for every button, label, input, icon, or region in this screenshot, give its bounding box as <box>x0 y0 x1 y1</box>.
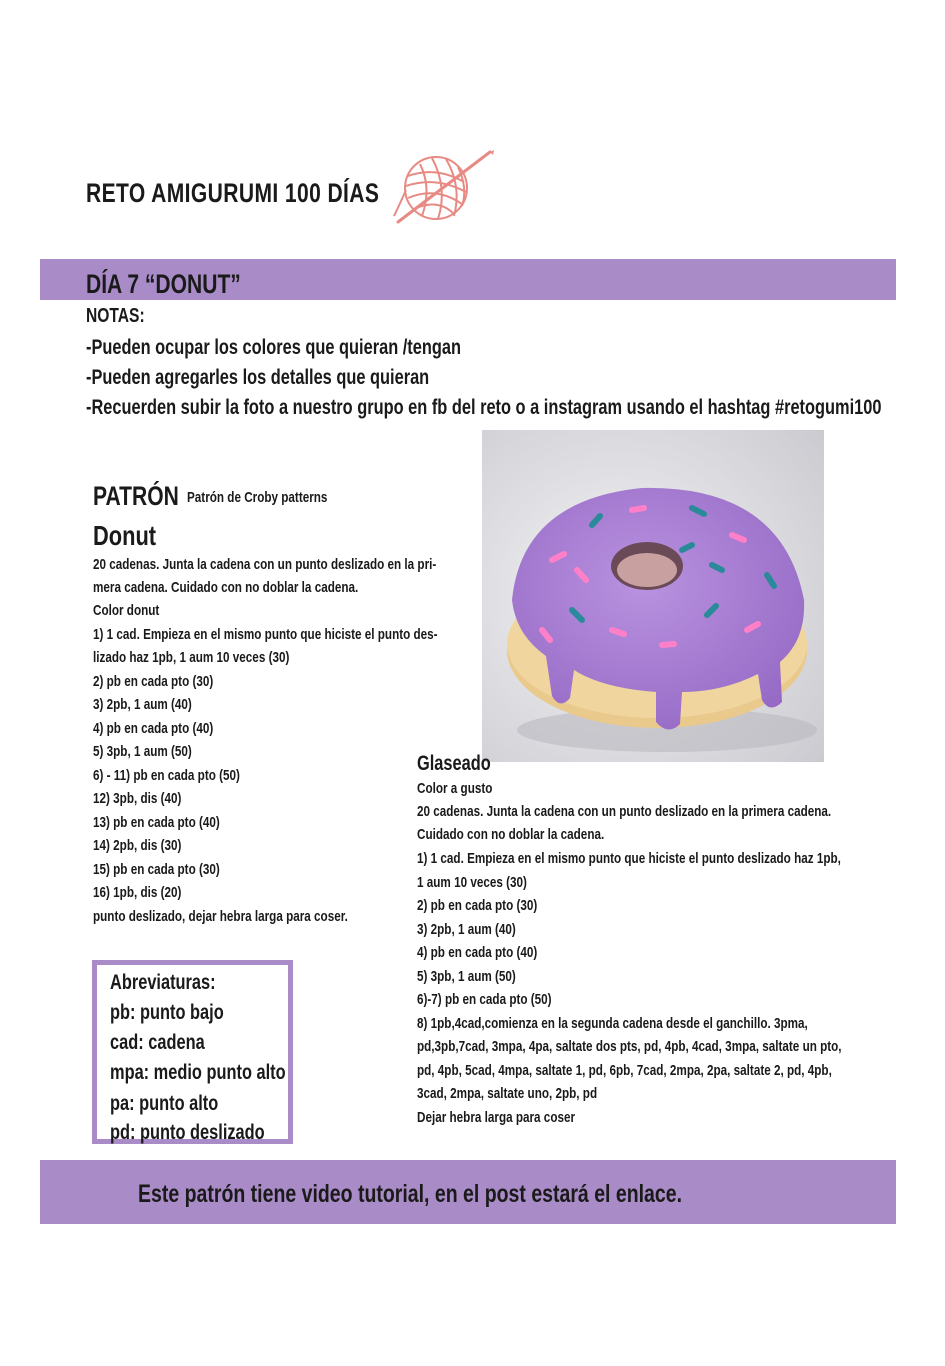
glaze-step: 5) 3pb, 1 aum (50) <box>417 968 516 985</box>
donut-step: 20 cadenas. Junta la cadena con un punto deslizado en la pri- <box>93 556 437 573</box>
glaze-heading: Glaseado <box>417 752 491 775</box>
glaze-step: Dejar hebra larga para coser <box>417 1109 576 1126</box>
donut-step: 5) 3pb, 1 aum (50) <box>93 743 192 760</box>
glaze-step: 3cad, 2mpa, saltate uno, 2pb, pd <box>417 1085 598 1102</box>
donut-step: 6) - 11) pb en cada pto (50) <box>93 767 240 784</box>
donut-step: 13) pb en cada pto (40) <box>93 814 220 831</box>
glaze-step: Cuidado con no doblar la cadena. <box>417 826 605 843</box>
glaze-step: 3) 2pb, 1 aum (40) <box>417 921 516 938</box>
page-title: RETO AMIGURUMI 100 DÍAS <box>86 178 380 208</box>
donut-step: punto deslizado, dejar hebra larga para coser. <box>93 908 348 925</box>
donut-step: Color donut <box>93 602 160 619</box>
note-item: -Pueden ocupar los colores que quieran /tengan <box>86 336 461 359</box>
note-item: -Pueden agregarles los detalles que quieran <box>86 366 430 389</box>
donut-step: 15) pb en cada pto (30) <box>93 861 220 878</box>
glaze-step: 8) 1pb,4cad,comienza en la segunda cadena desde el ganchillo. 3pma, <box>417 1015 808 1032</box>
footer-text: Este patrón tiene video tutorial, en el post estará el enlace. <box>138 1180 683 1208</box>
glaze-step: 1) 1 cad. Empieza en el mismo punto que hiciste el punto deslizado haz 1pb, <box>417 850 841 867</box>
abbreviations-title: Abreviaturas: <box>110 971 216 994</box>
abbreviation-item: pa: punto alto <box>110 1092 219 1115</box>
donut-step: mera cadena. Cuidado con no doblar la cadena. <box>93 579 359 596</box>
donut-step: 12) 3pb, dis (40) <box>93 790 182 807</box>
glaze-step: pd,3pb,7cad, 3mpa, 4pa, saltate dos pts, pd, 4pb, 4cad, 3mpa, saltate un pto, <box>417 1038 842 1055</box>
notes-label: NOTAS: <box>86 305 145 327</box>
abbreviation-item: pd: punto deslizado <box>110 1121 265 1144</box>
glaze-step: 1 aum 10 veces (30) <box>417 874 527 891</box>
glaze-step: 2) pb en cada pto (30) <box>417 897 538 914</box>
glaze-step: Color a gusto <box>417 780 493 797</box>
glaze-step: 20 cadenas. Junta la cadena con un punto deslizado en la primera cadena. <box>417 803 832 820</box>
donut-step: 16) 1pb, dis (20) <box>93 884 182 901</box>
abbreviation-item: mpa: medio punto alto <box>110 1061 286 1084</box>
pattern-credit: Patrón de Croby patterns <box>187 489 328 506</box>
donut-step: 2) pb en cada pto (30) <box>93 673 214 690</box>
donut-step: 14) 2pb, dis (30) <box>93 837 182 854</box>
abbreviation-item: pb: punto bajo <box>110 1001 224 1024</box>
donut-photo <box>482 430 824 762</box>
glaze-step: pd, 4pb, 5cad, 4mpa, saltate 1, pd, 6pb, 7cad, 2mpa, 2pa, saltate 2, pd, 4pb, <box>417 1062 832 1079</box>
yarn-ball-crochet-hook-icon <box>392 148 500 226</box>
glaze-step: 4) pb en cada pto (40) <box>417 944 538 961</box>
donut-step: 3) 2pb, 1 aum (40) <box>93 696 192 713</box>
glaze-step: 6)-7) pb en cada pto (50) <box>417 991 552 1008</box>
note-item: -Recuerden subir la foto a nuestro grupo en fb del reto o a instagram usando el hashtag #retogumi100 <box>86 396 882 419</box>
donut-step: 1) 1 cad. Empieza en el mismo punto que hiciste el punto des- <box>93 626 438 643</box>
pattern-heading: PATRÓN <box>93 481 179 511</box>
donut-step: lizado haz 1pb, 1 aum 10 veces (30) <box>93 649 290 666</box>
day-title: DÍA 7 “DONUT” <box>86 269 241 299</box>
donut-step: 4) pb en cada pto (40) <box>93 720 214 737</box>
abbreviation-item: cad: cadena <box>110 1031 205 1054</box>
donut-heading: Donut <box>93 520 157 551</box>
